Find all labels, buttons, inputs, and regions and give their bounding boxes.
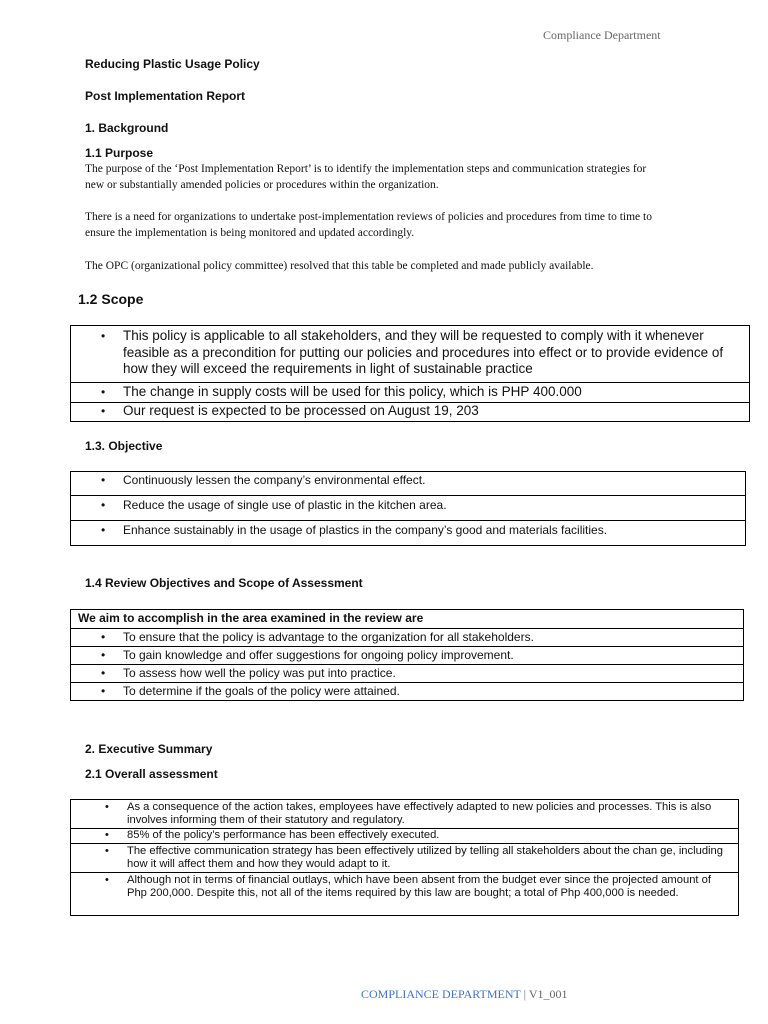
overall-assessment-table xyxy=(70,799,739,916)
footer xyxy=(361,987,568,1002)
objective-row xyxy=(71,472,746,496)
scope-row xyxy=(71,403,750,422)
review-row xyxy=(71,665,744,683)
list-item: • Our request is expected to be processed on August 19, 203 xyxy=(101,403,479,418)
list-item: • To ensure that the policy is advantage to the organization for all stakeholders. xyxy=(101,630,534,644)
objective-row xyxy=(71,521,746,546)
list-item: • The change in supply costs will be used for this policy, which is PHP 400.000 xyxy=(101,384,582,399)
list-item: • As a consequence of the action takes, employees have effectively adapted to new policies and processes. This is also involves informing them of their statutory and regulatory. xyxy=(105,801,712,826)
scope-row xyxy=(71,383,750,403)
bullet-icon: • xyxy=(101,648,106,662)
list-item: • 85% of the policy’s performance has been effectively executed. xyxy=(105,829,440,841)
bullet-icon: • xyxy=(101,498,106,512)
assessment-row xyxy=(71,844,739,873)
bullet-icon: • xyxy=(101,329,106,343)
document-title: Reducing Plastic Usage Policy xyxy=(85,57,260,71)
scope-table xyxy=(70,325,750,422)
assessment-row xyxy=(71,873,739,916)
bullet-icon: • xyxy=(105,801,109,813)
bullet-icon: • xyxy=(105,829,109,841)
list-item: • Continuously lessen the company’s environmental effect. xyxy=(101,473,426,487)
list-item: • Reduce the usage of single use of plastic in the kitchen area. xyxy=(101,498,447,512)
bullet-icon: • xyxy=(101,666,106,680)
bullet-icon: • xyxy=(105,845,109,857)
footer-separator: | xyxy=(520,987,529,1001)
list-item: • Enhance sustainably in the usage of plastics in the company’s good and materials facilities. xyxy=(101,523,608,537)
background-heading: 1. Background xyxy=(85,121,169,135)
review-table-header: We aim to accomplish in the area examined in the review are xyxy=(78,611,424,625)
list-item: • To assess how well the policy was put into practice. xyxy=(101,666,396,680)
review-heading: 1.4 Review Objectives and Scope of Assessment xyxy=(85,576,363,590)
list-item: • To determine if the goals of the policy were attained. xyxy=(101,684,400,698)
bullet-icon: • xyxy=(101,404,106,418)
objective-table xyxy=(70,471,746,546)
purpose-paragraph-2: There is a need for organizations to undertake post-implementation reviews of policies and procedures from time to time to ensure the implementation is being monitored and updated accordingly. xyxy=(85,211,652,239)
footer-department: COMPLIANCE DEPARTMENT xyxy=(361,987,521,1001)
executive-heading: 2. Executive Summary xyxy=(85,742,213,756)
bullet-icon: • xyxy=(101,385,106,399)
list-item: • The effective communication strategy has been effectively utilized by telling all stakeholders about the chan ge, including how it will affect them and how they would adapt to it. xyxy=(105,845,723,870)
header-department: Compliance Department xyxy=(543,28,661,42)
bullet-icon: • xyxy=(101,523,106,537)
bullet-icon: • xyxy=(101,684,106,698)
document-subtitle: Post Implementation Report xyxy=(85,89,246,103)
footer-version: V1_001 xyxy=(528,987,568,1001)
list-item: • This policy is applicable to all stakeholders, and they will be requested to comply with it whenever feasible as a precondition for putting our policies and procedures into effect or to provide evidence of how they will exceed the requirements in light of sustainable practice xyxy=(101,328,724,376)
assessment-row xyxy=(71,829,739,844)
objective-heading: 1.3. Objective xyxy=(85,439,163,453)
objective-row xyxy=(71,496,746,521)
list-item: • To gain knowledge and offer suggestions for ongoing policy improvement. xyxy=(101,648,514,662)
bullet-icon: • xyxy=(101,630,106,644)
purpose-paragraph-3: The OPC (organizational policy committee) resolved that this table be completed and made publicly available. xyxy=(85,260,594,272)
review-row xyxy=(71,683,744,701)
assessment-row xyxy=(71,800,739,829)
review-header-row xyxy=(71,610,744,629)
overall-assessment-heading: 2.1 Overall assessment xyxy=(85,767,218,781)
list-item: • Although not in terms of financial outlays, which have been absent from the budget ever since the projected amount of Php 200,000. Despite this, not all of the items required by this law are bought; a total of Php 400,000 is needed. xyxy=(105,874,711,899)
review-table xyxy=(70,609,744,701)
review-row xyxy=(71,647,744,665)
scope-heading: 1.2 Scope xyxy=(78,291,144,307)
purpose-paragraph-1: The purpose of the ‘Post Implementation Report’ is to identify the implementation steps and communication strategies for new or substantially amended policies or procedures within the organization. xyxy=(85,163,647,191)
bullet-icon: • xyxy=(105,874,109,886)
review-row xyxy=(71,629,744,647)
purpose-heading: 1.1 Purpose xyxy=(85,146,154,160)
bullet-icon: • xyxy=(101,473,106,487)
scope-row xyxy=(71,326,750,383)
